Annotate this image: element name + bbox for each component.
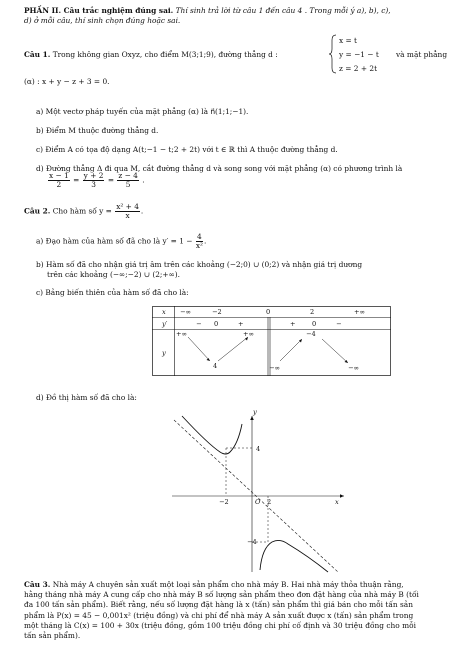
q1-option-a: a) Một vectơ pháp tuyến của mặt phẳng (α) là n⃗(1;1;−1). (36, 107, 249, 116)
q1-plane: (α) : x + y − z + 3 = 0. (24, 77, 110, 86)
q1-system-eq2: y = −1 − t (339, 50, 379, 59)
q3-line-3: đa 100 tấn sản phẩm). Biết rằng, nếu số lượng đặt hàng là x (tấn) sản phẩm thì giá bán cho mỗi tấn sản (24, 600, 413, 609)
table-y-plus-inf-2: +∞ (243, 330, 255, 338)
table-y-min-4: 4 (213, 362, 218, 370)
frac-z: $\frac{z - 4}{5}$ (118, 171, 138, 189)
q3-line-5: một tháng là C(x) = 100 + 30x (triệu đồng, gồm 100 triệu đồng chi phí cố định và 30 triệu đồng cho mỗi (24, 621, 416, 630)
section-instruction-1: Thí sinh trả lời từ câu 1 đến câu 4 . Trong mỗi ý a), b), c), (175, 6, 391, 15)
q3-line-1: Câu 3. Nhà máy A chuyên sản xuất một loại sản phẩm cho nhà máy B. Hai nhà máy thỏa thuận rằng, (24, 580, 404, 589)
q1-system-eq3: z = 2 + 2t (339, 64, 378, 73)
section-header (24, 6, 391, 15)
table-yp-label: y′ (162, 320, 168, 328)
q1-option-d: d) Đường thẳng Δ đi qua M, cắt đường thẳng d và song song với mặt phẳng (α) có phương trình là (36, 164, 403, 173)
q2-option-c: c) Bảng biến thiên của hàm số đã cho là: (36, 288, 189, 297)
table-yp-sign3: + (290, 320, 296, 328)
q2-option-d: d) Đồ thị hàm số đã cho là: (36, 393, 137, 402)
q2-option-a: a) Đạo hàm của hàm số đã cho là y′ = 1 − $\frac{4}{\text{x²}}$ . (36, 232, 207, 250)
q3-line-2: hằng tháng nhà máy A cung cấp cho nhà máy B số lượng sản phẩm theo đơn đặt hàng của nhà máy B (tối (24, 590, 419, 599)
q1-option-b: b) Điểm M thuộc đường thẳng d. (36, 126, 159, 135)
graph-x-axis-label: x (335, 498, 339, 506)
section-instruction-2: d) ở mỗi câu, thí sinh chọn đúng hoặc sai. (24, 16, 181, 25)
q1-stem-text: Trong không gian Oxyz, cho điểm M(3;1;9), đường thẳng d : (52, 50, 278, 59)
table-yp-sign4: − (336, 320, 342, 328)
table-yp-zero2: 0 (312, 320, 317, 328)
table-x-neg2: −2 (212, 308, 222, 316)
q1-option-c: c) Điểm A có tọa độ dạng A(t;−1 − t;2 + 2t) với t ∈ ℝ thì A thuộc đường thẳng d. (36, 145, 338, 154)
q1-label: Câu 1. (24, 50, 51, 59)
system-brace (328, 34, 338, 74)
table-y-label: y (162, 349, 166, 357)
table-yp-zero1: 0 (214, 320, 219, 328)
table-x-2: 2 (310, 308, 315, 316)
table-x-pos-inf: +∞ (354, 308, 366, 316)
table-y-max-neg4: −4 (306, 330, 316, 338)
q2-function: $\frac{\text{x² + 4}}{x}$ (116, 202, 139, 220)
graph-tick-4: 4 (256, 445, 261, 453)
table-y-plus-inf-1: +∞ (176, 330, 188, 338)
table-y-neg-inf-2: −∞ (348, 364, 360, 372)
q2-label: Câu 2. (24, 206, 51, 216)
q1-option-d-equation: $\frac{x - 1}{2}$ = $\frac{y + 2}{3}$ = $\frac{z - 4}{5}$ . (49, 171, 145, 189)
table-x-label: x (162, 308, 166, 316)
q1-stem-end: và mặt phẳng (396, 50, 448, 59)
graph-tick-2: 2 (267, 498, 272, 506)
q2-derivative-frac: $\frac{4}{\text{x²}}$ (195, 232, 203, 250)
section-title: PHẦN II. Câu trắc nghiệm đúng sai. (24, 6, 174, 15)
graph-y-axis-label: y (253, 408, 257, 416)
q2-option-b-cont: trên các khoảng (−∞;−2) ∪ (2;+∞). (47, 270, 181, 279)
graph-tick-neg4: −4 (247, 538, 257, 546)
table-x-0: 0 (266, 308, 271, 316)
q1-stem (24, 50, 278, 59)
table-yp-sign2: + (238, 320, 244, 328)
q1-system-eq1: x = t (339, 36, 358, 45)
q2-stem: Câu 2. Cho hàm số y = $\frac{\text{x² + 4}}{x}$ . (24, 202, 144, 220)
q2-option-b: b) Hàm số đã cho nhận giá trị âm trên các khoảng (−2;0) ∪ (0;2) và nhận giá trị dương (36, 260, 363, 269)
graph-tick-neg2: −2 (219, 498, 229, 506)
frac-y: $\frac{y + 2}{3}$ (83, 171, 104, 189)
frac-x: $\frac{x - 1}{2}$ (49, 171, 69, 189)
q2-stem-text: Cho hàm số y = (52, 206, 112, 216)
q3-line-6: tấn sản phẩm). (24, 631, 81, 640)
table-yp-sign1: − (196, 320, 202, 328)
table-x-neg-inf: −∞ (180, 308, 192, 316)
table-y-neg-inf-1: −∞ (269, 364, 281, 372)
q3-line-4: phẩm là P(x) = 45 − 0,001x² (triệu đồng) và chi phí để nhà máy A sản xuất được x (tấn) sản phẩm trong (24, 611, 414, 620)
graph-origin-label: O (255, 498, 261, 506)
function-graph (168, 410, 348, 575)
q3-label: Câu 3. (24, 580, 51, 589)
